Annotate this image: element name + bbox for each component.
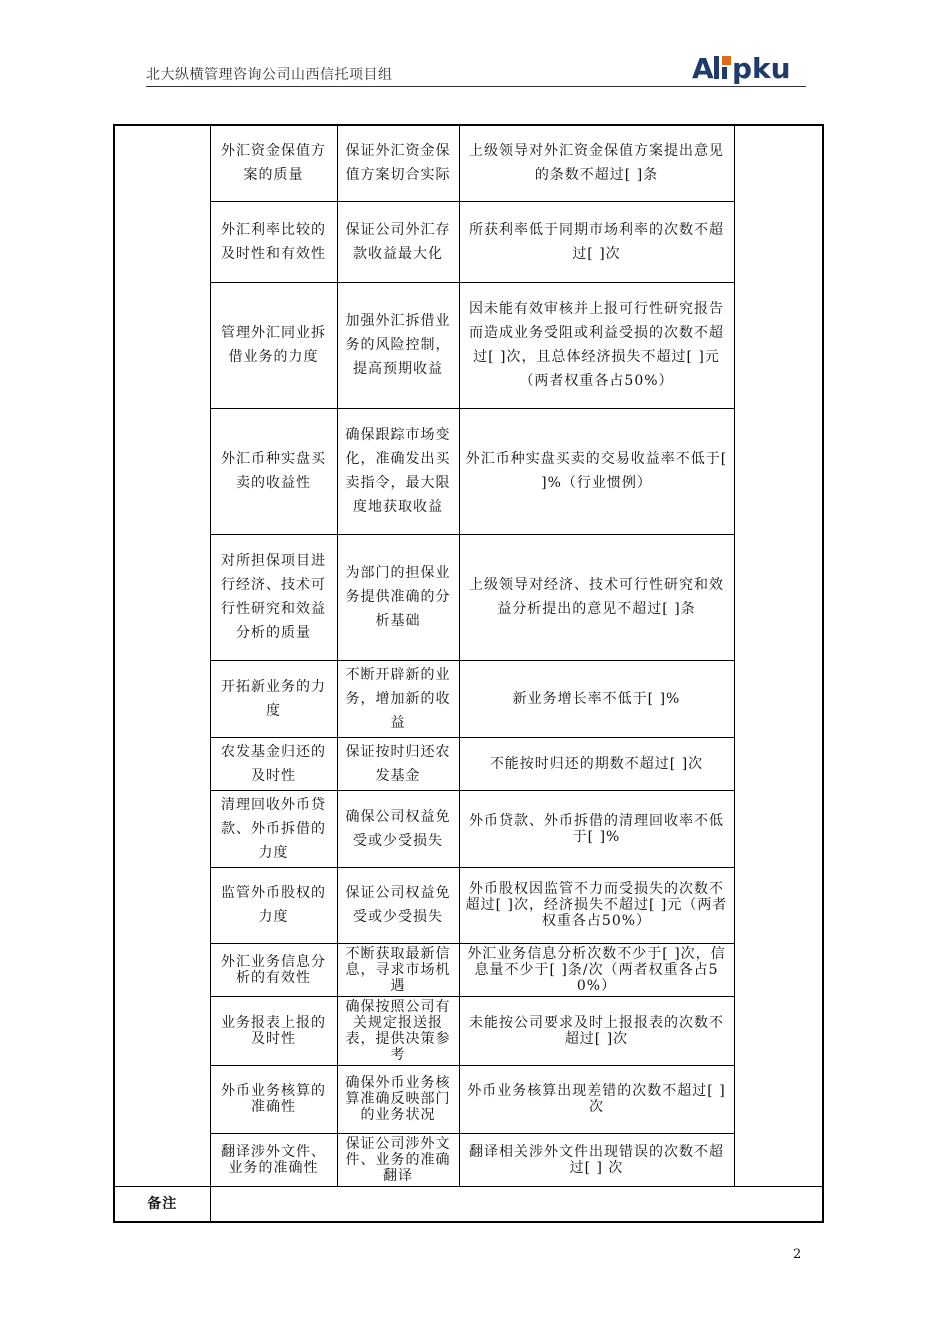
table-row — [114, 1065, 823, 1133]
kpi-standard: 所获利率低于同期市场利率的次数不超过[ ]次 — [459, 201, 734, 282]
kpi-goal: 确保公司权益免受或少受损失 — [337, 790, 459, 867]
kpi-goal: 加强外汇拆借业务的风险控制，提高预期收益 — [337, 282, 459, 408]
kpi-goal: 保证公司涉外文件、业务的准确翻译 — [337, 1133, 459, 1186]
kpi-item: 农发基金归还的及时性 — [210, 737, 337, 790]
kpi-goal: 保证公司权益免受或少受损失 — [337, 867, 459, 943]
kpi-standard: 外币贷款、外币拆借的清理回收率不低于[ ]% — [459, 790, 734, 867]
kpi-standard: 外汇币种实盘买卖的交易收益率不低于[ ]%（行业惯例） — [459, 408, 734, 534]
kpi-standard: 外币业务核算出现差错的次数不超过[ ]次 — [459, 1065, 734, 1133]
table-row — [114, 408, 823, 534]
kpi-goal: 不断获取最新信息，寻求市场机遇 — [337, 943, 459, 996]
kpi-standard: 上级领导对经济、技术可行性研究和效益分析提出的意见不超过[ ]条 — [459, 534, 734, 660]
kpi-standard: 翻译相关涉外文件出现错误的次数不超过[ ] 次 — [459, 1133, 734, 1186]
kpi-item: 翻译涉外文件、业务的准确性 — [210, 1133, 337, 1186]
table-row — [114, 996, 823, 1065]
kpi-item: 外汇币种实盘买卖的收益性 — [210, 408, 337, 534]
svg-text:A: A — [692, 52, 714, 85]
table-row — [114, 125, 823, 201]
blank-right-cell — [734, 125, 823, 1186]
kpi-item: 清理回收外币贷款、外币拆借的力度 — [210, 790, 337, 867]
kpi-goal: 保证按时归还农发基金 — [337, 737, 459, 790]
kpi-item: 管理外汇同业拆借业务的力度 — [210, 282, 337, 408]
kpi-item: 外汇业务信息分析的有效性 — [210, 943, 337, 996]
table-row — [114, 282, 823, 408]
remark-label: 备注 — [114, 1186, 210, 1222]
kpi-standard: 未能按公司要求及时上报报表的次数不超过[ ]次 — [459, 996, 734, 1065]
blank-left-cell — [114, 125, 210, 1186]
table-row — [114, 943, 823, 996]
kpi-item: 开拓新业务的力度 — [210, 660, 337, 737]
kpi-standard: 因未能有效审核并上报可行性研究报告而造成业务受阻或利益受损的次数不超过[ ]次，且总体经济损失不超过[ ]元（两者权重各占50%） — [459, 282, 734, 408]
table-row — [114, 534, 823, 660]
kpi-goal: 保证公司外汇存款收益最大化 — [337, 201, 459, 282]
kpi-table — [113, 124, 824, 1223]
page-number: 2 — [793, 1247, 802, 1262]
table-row — [114, 660, 823, 737]
kpi-standard: 外币股权因监管不力而受损失的次数不超过[ ]次，经济损失不超过[ ]元（两者权重各占50%） — [459, 867, 734, 943]
kpi-goal: 保证外汇资金保值方案切合实际 — [337, 125, 459, 201]
kpi-standard: 新业务增长率不低于[ ]% — [459, 660, 734, 737]
svg-text:pku: pku — [732, 52, 791, 85]
allpku-logo — [690, 50, 810, 86]
kpi-goal: 不断开辟新的业务，增加新的收益 — [337, 660, 459, 737]
kpi-standard: 上级领导对外汇资金保值方案提出意见的条数不超过[ ]条 — [459, 125, 734, 201]
kpi-item: 外汇利率比较的及时性和有效性 — [210, 201, 337, 282]
kpi-item: 对所担保项目进行经济、技术可行性研究和效益分析的质量 — [210, 534, 337, 660]
kpi-goal: 确保外币业务核算准确反映部门的业务状况 — [337, 1065, 459, 1133]
kpi-item: 监管外币股权的力度 — [210, 867, 337, 943]
kpi-goal: 确保跟踪市场变化，准确发出买卖指令，最大限度地获取收益 — [337, 408, 459, 534]
remark-row — [114, 1186, 823, 1222]
kpi-goal: 确保按照公司有关规定报送报表，提供决策参考 — [337, 996, 459, 1065]
header-org-text: 北大纵横管理咨询公司山西信托项目组 — [146, 67, 393, 83]
table-row — [114, 790, 823, 867]
kpi-goal: 为部门的担保业务提供准确的分析基础 — [337, 534, 459, 660]
kpi-item: 外汇资金保值方案的质量 — [210, 125, 337, 201]
kpi-standard: 不能按时归还的期数不超过[ ]次 — [459, 737, 734, 790]
table-row — [114, 201, 823, 282]
table-row — [114, 1133, 823, 1186]
header-rule — [146, 86, 806, 87]
remark-value — [210, 1186, 823, 1222]
kpi-item: 外币业务核算的准确性 — [210, 1065, 337, 1133]
kpi-standard: 外汇业务信息分析次数不少于[ ]次，信息量不少于[ ]条/次（两者权重各占50%） — [459, 943, 734, 996]
table-row — [114, 867, 823, 943]
kpi-item: 业务报表上报的及时性 — [210, 996, 337, 1065]
table-row — [114, 737, 823, 790]
